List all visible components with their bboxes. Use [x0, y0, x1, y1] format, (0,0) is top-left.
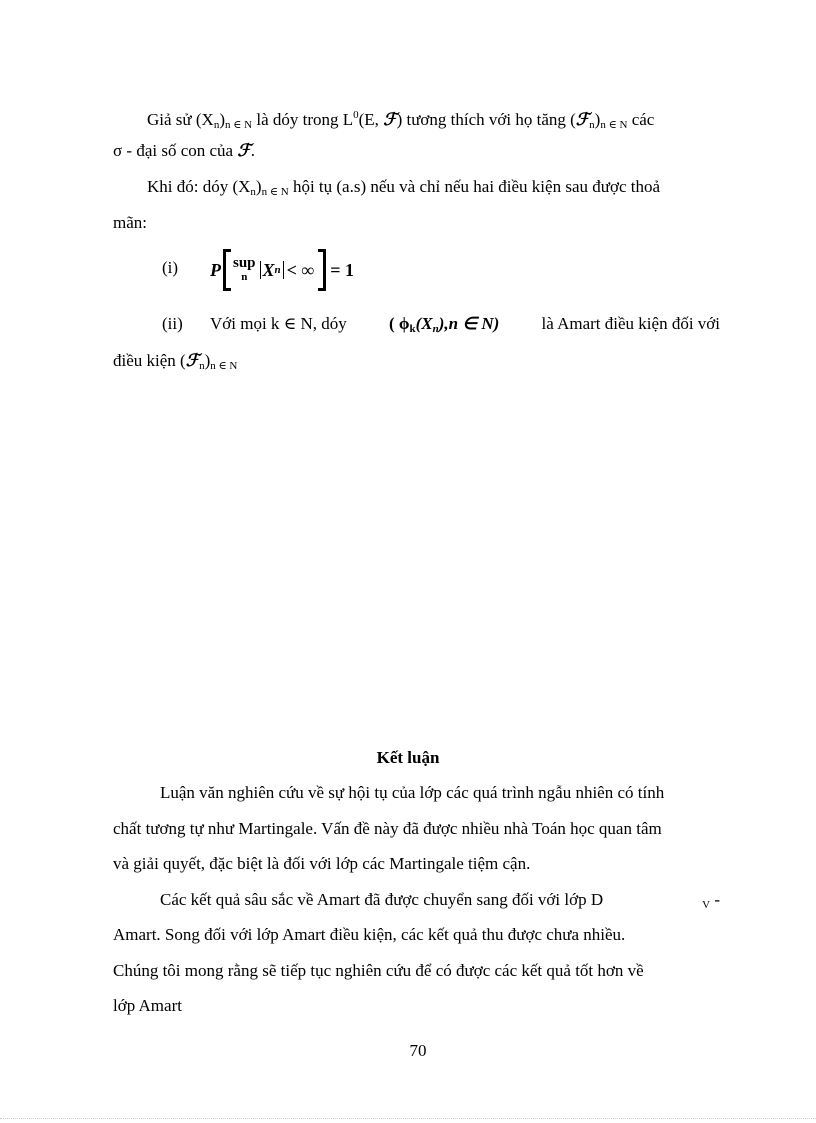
para2-line1: Khi đó: dóy $(X_n)_{n \in N}$ hội tụ (a.s) nếu và chỉ nếu hai điều kiện sau được thoả	[147, 177, 661, 198]
condition-ii-text: Với mọi k ∈ N, dóy ( $\phi_k(X_n),n$ ∈ N) là Amart điều kiện đối với	[210, 314, 720, 335]
conclusion-line-3: và giải quyết, đặc biệt là đối với lớp các Martingale tiệm cận.	[113, 854, 531, 873]
conclusion-line-7: lớp Amart	[113, 996, 182, 1015]
conclusion-line-5: Amart. Song đối với lớp Amart điều kiện, các kết quả thu được chưa nhiều.	[113, 925, 626, 944]
sigma-algebra-symbol: ℱ	[383, 110, 397, 130]
conclusion-line-2: chất tương tự như Martingale. Vấn đề này đã được nhiều nhà Toán học quan tâm	[113, 819, 662, 838]
conclusion-line-4: Các kết quả sâu sắc về Amart đã được chuyển sang đối với lớp D $_V$ -	[160, 890, 720, 911]
para2-line2: mãn:	[113, 213, 147, 232]
condition-ii-line1: (ii)	[162, 314, 183, 333]
conclusion-heading: Kết luận	[376, 748, 440, 767]
conclusion-line-6: Chúng tôi mong rằng sẽ tiếp tục nghiên cứu để có được các kết quả tốt hơn về	[113, 961, 644, 980]
condition-ii-line2: điều kiện $(ℱ_n)_{n \in N}$	[113, 351, 238, 372]
page-bottom-border	[0, 1118, 816, 1119]
condition-i-label: (i)	[162, 258, 179, 277]
condition-i-formula: P sup n X n < ∞ = 1	[210, 248, 354, 292]
para1-line1: Giả sử $(X_n)_{n \in N}$ là dóy trong $L^0(E$, ℱ) tương thích với họ tăng $(ℱ_n)_{n \in N}$ các	[147, 109, 655, 131]
page-number: 70	[409, 1041, 427, 1060]
para1-line2: σ - đại số con của ℱ.	[113, 141, 255, 161]
conclusion-line-1: Luận văn nghiên cứu về sự hội tụ của lớp các quá trình ngẫu nhiên có tính	[160, 783, 665, 802]
